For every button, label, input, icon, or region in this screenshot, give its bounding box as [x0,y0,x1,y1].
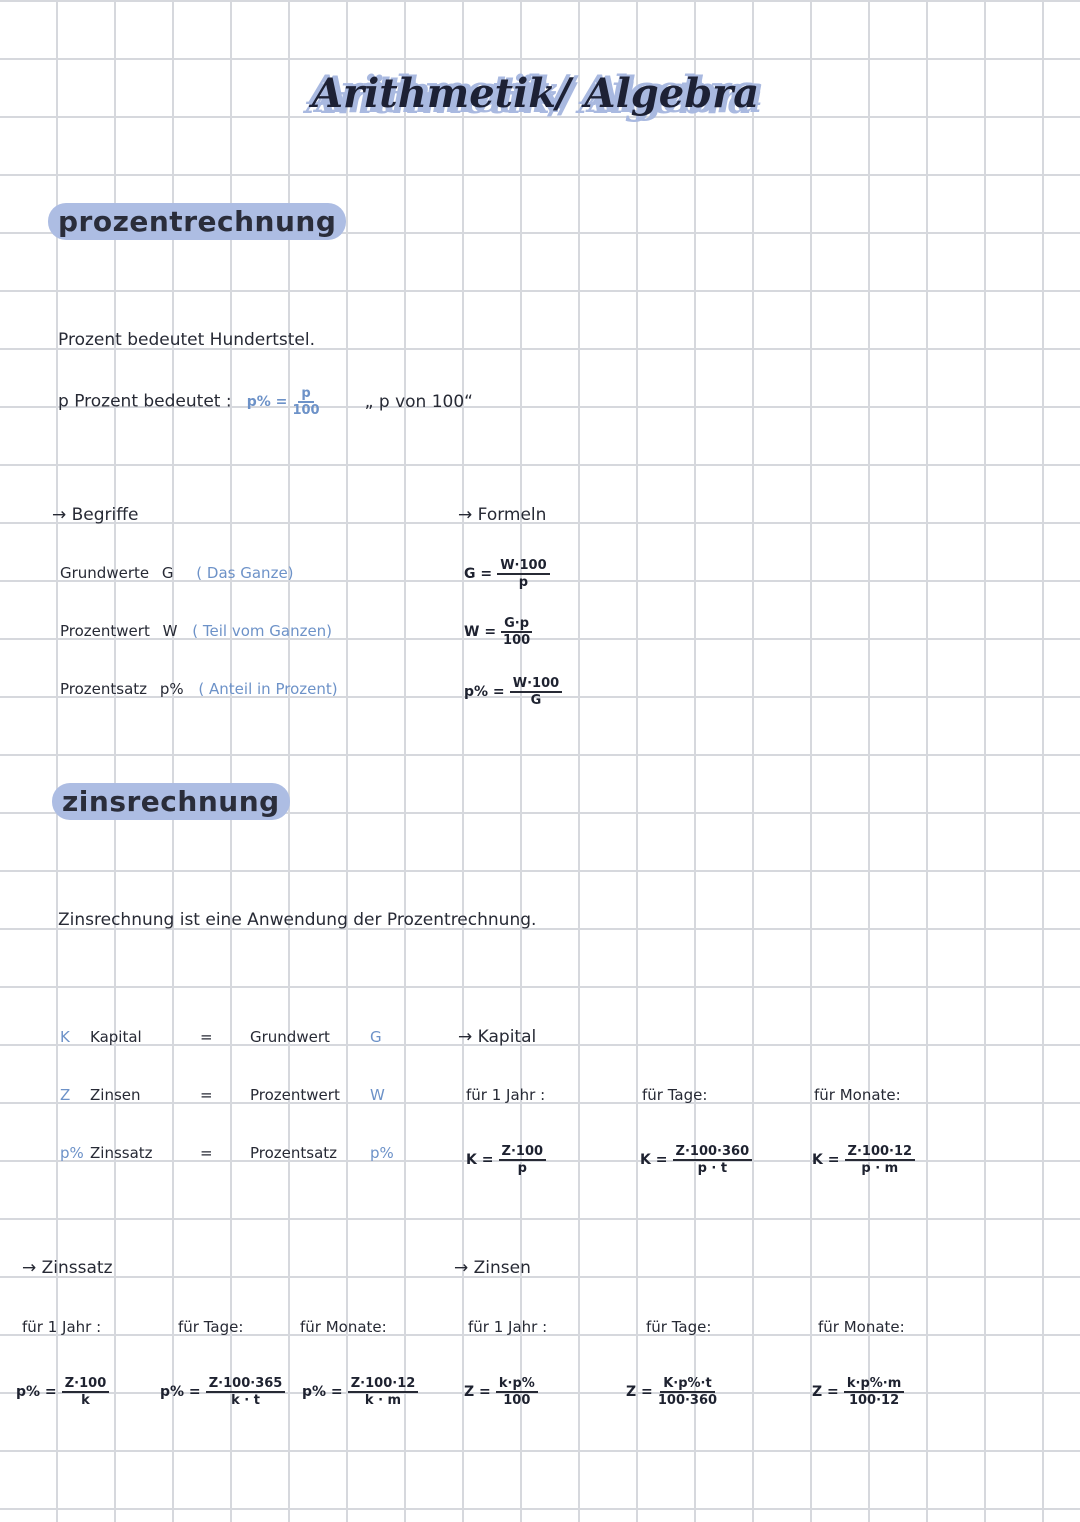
kapital-formula-jahr: K = $\frac{Z\cdot 100}{p}$ [466,1144,546,1176]
zinssatz-header: → Zinssatz [22,1258,113,1278]
zinsen-formula-jahr: Z = $\frac{k\cdot p\%}{100}$ [464,1376,538,1408]
begriffe-header: → Begriffe [52,505,139,525]
zinsen-formula-tage: Z = $\frac{K\cdot p\%\cdot t}{100\cdot 360}$ [626,1376,718,1408]
heading-zinsrechnung: zinsrechnung [52,783,290,820]
heading-prozentrechnung: prozentrechnung [48,203,346,240]
percent-formula-fraction: $\frac{p}{100}$ [292,386,320,418]
mapping-row: K Kapital = Grundwert G [60,1028,382,1046]
kapital-label-jahr: für 1 Jahr : [466,1086,546,1104]
mapping-row: p% Zinssatz = Prozentsatz p% [60,1144,394,1162]
percent-definition-label: p Prozent bedeutet : [58,391,232,412]
zinsen-label-jahr: für 1 Jahr : [468,1318,548,1336]
formula-grundwert: G = $\frac{W\cdot 100}{p}$ [464,558,550,590]
kapital-label-tage: für Tage: [642,1086,708,1104]
zinssatz-label-jahr: für 1 Jahr : [22,1318,102,1336]
term-row: Grundwerte G ( Das Ganze) [60,564,294,582]
zinssatz-formula-tage: p% = $\frac{Z\cdot 100\cdot 365}{k \cdot t}$ [160,1376,285,1408]
zinsen-formula-monate: Z = $\frac{k\cdot p\%\cdot m}{100\cdot 12}$ [812,1376,904,1408]
percent-formula-lhs: p% = [246,394,288,410]
zinssatz-formula-jahr: p% = $\frac{Z\cdot 100}{k}$ [16,1376,109,1408]
zins-intro: Zinsrechnung ist eine Anwendung der Prozentrechnung. [58,910,537,930]
kapital-label-monate: für Monate: [814,1086,901,1104]
zinssatz-label-tage: für Tage: [178,1318,244,1336]
formula-prozentwert: W = $\frac{G\cdot p}{100}$ [464,616,531,648]
zinssatz-label-monate: für Monate: [300,1318,387,1336]
percent-definition [58,386,473,418]
formeln-header: → Formeln [458,505,547,525]
formula-prozentsatz: p% = $\frac{W\cdot 100}{G}$ [464,676,562,708]
kapital-header: → Kapital [458,1027,537,1047]
zinsen-label-monate: für Monate: [818,1318,905,1336]
page-title: Arithmetik/ Algebra [312,70,760,117]
term-row: Prozentsatz p% ( Anteil in Prozent) [60,680,338,698]
definition-line: Prozent bedeutet Hundertstel. [58,330,316,350]
zinssatz-formula-monate: p% = $\frac{Z\cdot 100\cdot 12}{k \cdot m}$ [302,1376,418,1408]
kapital-formula-tage: K = $\frac{Z\cdot 100\cdot 360}{p \cdot t}$ [640,1144,752,1176]
zinsen-label-tage: für Tage: [646,1318,712,1336]
kapital-formula-monate: K = $\frac{Z\cdot 100\cdot 12}{p \cdot m}$ [812,1144,915,1176]
zinsen-header: → Zinsen [454,1258,531,1278]
percent-quote: „ p von 100“ [364,391,473,412]
term-row: Prozentwert W ( Teil vom Ganzen) [60,622,333,640]
mapping-row: Z Zinsen = Prozentwert W [60,1086,385,1104]
